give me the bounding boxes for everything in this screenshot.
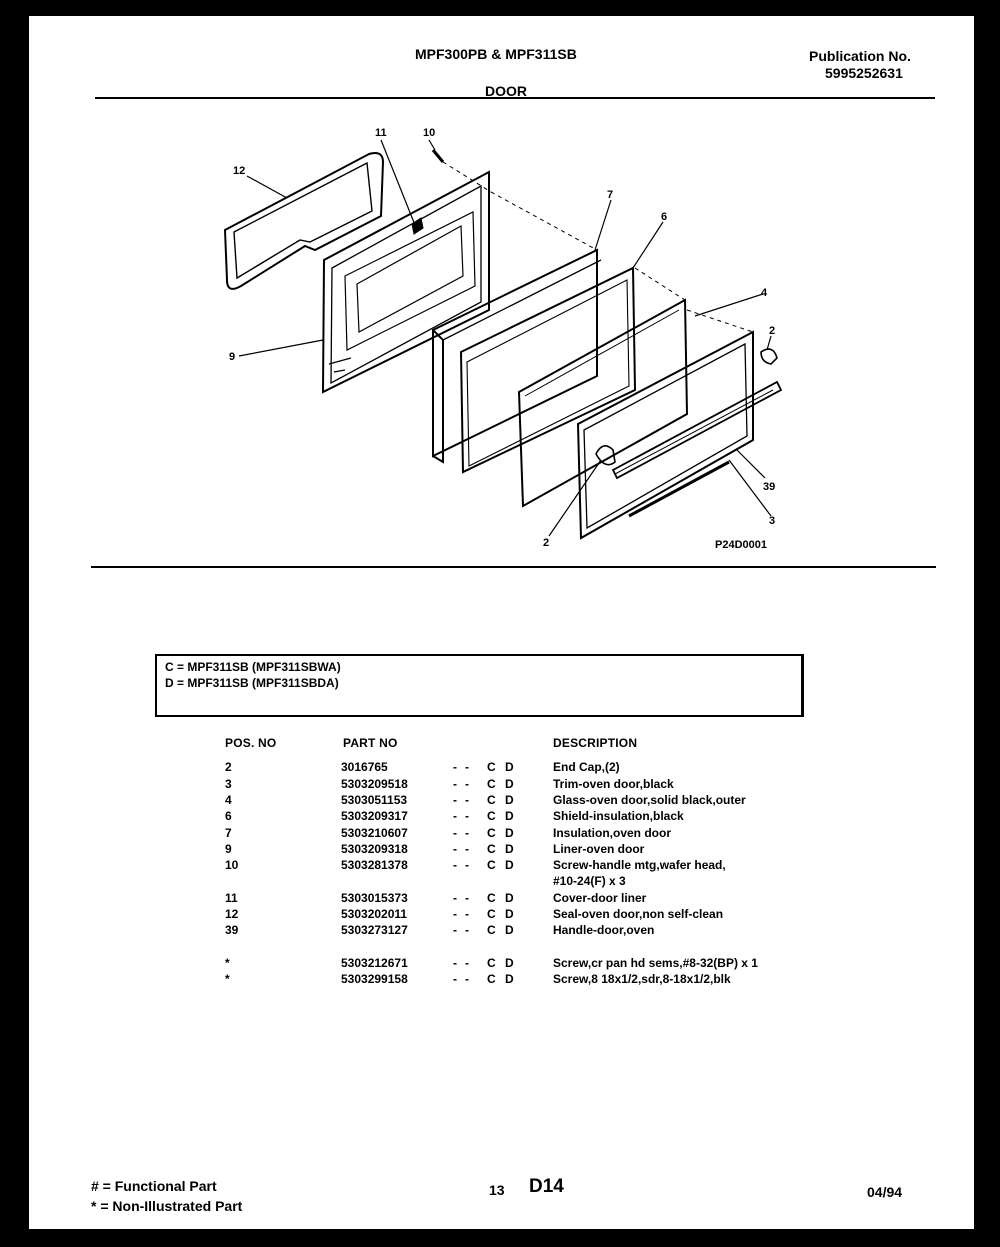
pos-cell: 3 <box>225 777 232 791</box>
publication-number: 5995252631 <box>825 65 903 81</box>
dash-cell: - <box>453 891 457 905</box>
pos-cell: 39 <box>225 923 239 937</box>
dash-cell: - <box>465 907 469 921</box>
dash-cell: - <box>453 956 457 970</box>
dash-cell: - <box>453 826 457 840</box>
dash-cell: - <box>465 923 469 937</box>
table-row <box>29 858 974 874</box>
figure-id: P24D0001 <box>715 539 767 551</box>
model-c-cell: C <box>487 826 496 840</box>
model-c-cell: C <box>487 923 496 937</box>
callout-10: 10 <box>423 127 436 139</box>
model-d-cell: D <box>505 972 514 986</box>
publication-date: 04/94 <box>867 1184 903 1200</box>
trim-part <box>578 332 753 538</box>
model-legend-box <box>155 654 804 717</box>
col-header-pos: POS. NO <box>225 736 277 750</box>
description-cell: Liner-oven door <box>553 842 645 856</box>
table-row <box>29 793 974 809</box>
model-d-cell: D <box>505 809 514 823</box>
description-cell: Seal-oven door,non self-clean <box>553 907 724 921</box>
dash-cell: - <box>453 907 457 921</box>
part-cell: 5303299158 <box>341 972 408 986</box>
dash-cell: - <box>465 956 469 970</box>
model-c-cell: C <box>487 809 496 823</box>
description-cell: Glass-oven door,solid black,outer <box>553 793 746 807</box>
dash-cell: - <box>465 972 469 986</box>
model-d-cell: D <box>505 923 514 937</box>
model-d-cell: D <box>505 956 514 970</box>
outer-glass-part <box>519 300 687 506</box>
description-cell: Cover-door liner <box>553 891 647 905</box>
callout-12: 12 <box>233 165 246 177</box>
col-header-description: DESCRIPTION <box>553 736 638 750</box>
table-row <box>29 760 974 776</box>
parts-page <box>29 16 974 1229</box>
description-cell: End Cap,(2) <box>553 760 620 774</box>
model-d-cell: D <box>505 826 514 840</box>
dash-cell: - <box>453 777 457 791</box>
model-d-cell: D <box>505 858 514 872</box>
model-c-cell: C <box>487 907 496 921</box>
description-cell: Screw,cr pan hd sems,#8-32(BP) x 1 <box>553 956 758 970</box>
callout-2-top: 2 <box>769 325 776 337</box>
dash-cell: - <box>465 891 469 905</box>
table-row-continuation <box>29 874 974 890</box>
part-cell: 5303202011 <box>341 907 408 921</box>
model-d-cell: D <box>505 793 514 807</box>
model-c-cell: C <box>487 972 496 986</box>
dash-cell: - <box>465 809 469 823</box>
table-row <box>29 956 974 972</box>
legend-line-c: C = MPF311SB (MPF311SBWA) <box>165 660 341 674</box>
description-cell: Trim-oven door,black <box>553 777 674 791</box>
model-c-cell: C <box>487 842 496 856</box>
publication-label: Publication No. <box>809 48 911 64</box>
dash-cell: - <box>465 842 469 856</box>
description-cell: Screw-handle mtg,wafer head, <box>553 858 726 872</box>
page-number: 13 <box>489 1182 505 1198</box>
table-row <box>29 826 974 842</box>
callout-2-bottom: 2 <box>543 537 550 549</box>
col-header-part: PART NO <box>343 736 398 750</box>
section-title: DOOR <box>485 83 527 99</box>
pos-cell: 2 <box>225 760 232 774</box>
insulation-part <box>433 250 601 462</box>
pos-cell: * <box>225 972 230 986</box>
pos-cell: 4 <box>225 793 232 807</box>
dash-cell: - <box>465 760 469 774</box>
pos-cell: 11 <box>225 891 238 905</box>
table-row <box>29 972 974 988</box>
pos-cell: 10 <box>225 858 239 872</box>
model-d-cell: D <box>505 777 514 791</box>
table-row <box>29 842 974 858</box>
pos-cell: 12 <box>225 907 239 921</box>
callout-39: 39 <box>763 481 776 493</box>
part-cell: 5303015373 <box>341 891 408 905</box>
diagram-rule <box>91 566 936 568</box>
dash-cell: - <box>465 777 469 791</box>
functional-part-legend: # = Functional Part <box>91 1178 217 1194</box>
callout-9: 9 <box>229 351 236 363</box>
handle-screw-part <box>433 150 443 162</box>
model-c-cell: C <box>487 956 496 970</box>
description-cell: #10-24(F) x 3 <box>553 874 626 888</box>
model-c-cell: C <box>487 891 496 905</box>
part-cell: 5303210607 <box>341 826 408 840</box>
insulation-shield-part <box>461 268 635 472</box>
model-c-cell: C <box>487 777 496 791</box>
callout-6: 6 <box>661 211 668 223</box>
description-cell: Shield-insulation,black <box>553 809 684 823</box>
model-c-cell: C <box>487 760 496 774</box>
part-cell: 5303209317 <box>341 809 408 823</box>
table-row <box>29 891 974 907</box>
handle-part <box>613 382 781 478</box>
dash-cell: - <box>453 793 457 807</box>
pos-cell: 6 <box>225 809 232 823</box>
callout-11: 11 <box>375 127 387 139</box>
callout-3: 3 <box>769 515 776 527</box>
description-cell: Insulation,oven door <box>553 826 672 840</box>
part-cell: 3016765 <box>341 760 388 774</box>
legend-line-d: D = MPF311SB (MPF311SBDA) <box>165 676 339 690</box>
dash-cell: - <box>453 972 457 986</box>
non-illustrated-legend: * = Non-Illustrated Part <box>91 1198 243 1214</box>
pos-cell: 7 <box>225 826 232 840</box>
part-cell: 5303209318 <box>341 842 408 856</box>
diagram-callouts <box>229 127 775 551</box>
model-d-cell: D <box>505 760 514 774</box>
table-row <box>29 777 974 793</box>
table-row <box>29 923 974 939</box>
dash-cell: - <box>453 858 457 872</box>
part-cell: 5303051153 <box>341 793 408 807</box>
model-c-cell: C <box>487 858 496 872</box>
description-cell: Handle-door,oven <box>553 923 655 937</box>
model-title: MPF300PB & MPF311SB <box>415 46 577 62</box>
table-row <box>29 907 974 923</box>
part-cell: 5303281378 <box>341 858 408 872</box>
page-code: D14 <box>529 1176 564 1197</box>
dash-cell: - <box>465 793 469 807</box>
pos-cell: 9 <box>225 842 232 856</box>
part-cell: 5303273127 <box>341 923 408 937</box>
dash-cell: - <box>465 826 469 840</box>
dash-cell: - <box>453 842 457 856</box>
description-cell: Screw,8 18x1/2,sdr,8-18x1/2,blk <box>553 972 731 986</box>
model-c-cell: C <box>487 793 496 807</box>
dash-cell: - <box>465 858 469 872</box>
table-row <box>29 809 974 825</box>
dash-cell: - <box>453 809 457 823</box>
part-cell: 5303212671 <box>341 956 408 970</box>
dash-cell: - <box>453 923 457 937</box>
part-cell: 5303209518 <box>341 777 408 791</box>
dash-cell: - <box>453 760 457 774</box>
model-d-cell: D <box>505 842 514 856</box>
callout-4: 4 <box>761 287 768 299</box>
model-d-cell: D <box>505 907 514 921</box>
callout-7: 7 <box>607 189 614 201</box>
door-liner-part <box>323 172 489 392</box>
pos-cell: * <box>225 956 230 970</box>
model-d-cell: D <box>505 891 514 905</box>
door-exploded-diagram <box>29 100 974 570</box>
